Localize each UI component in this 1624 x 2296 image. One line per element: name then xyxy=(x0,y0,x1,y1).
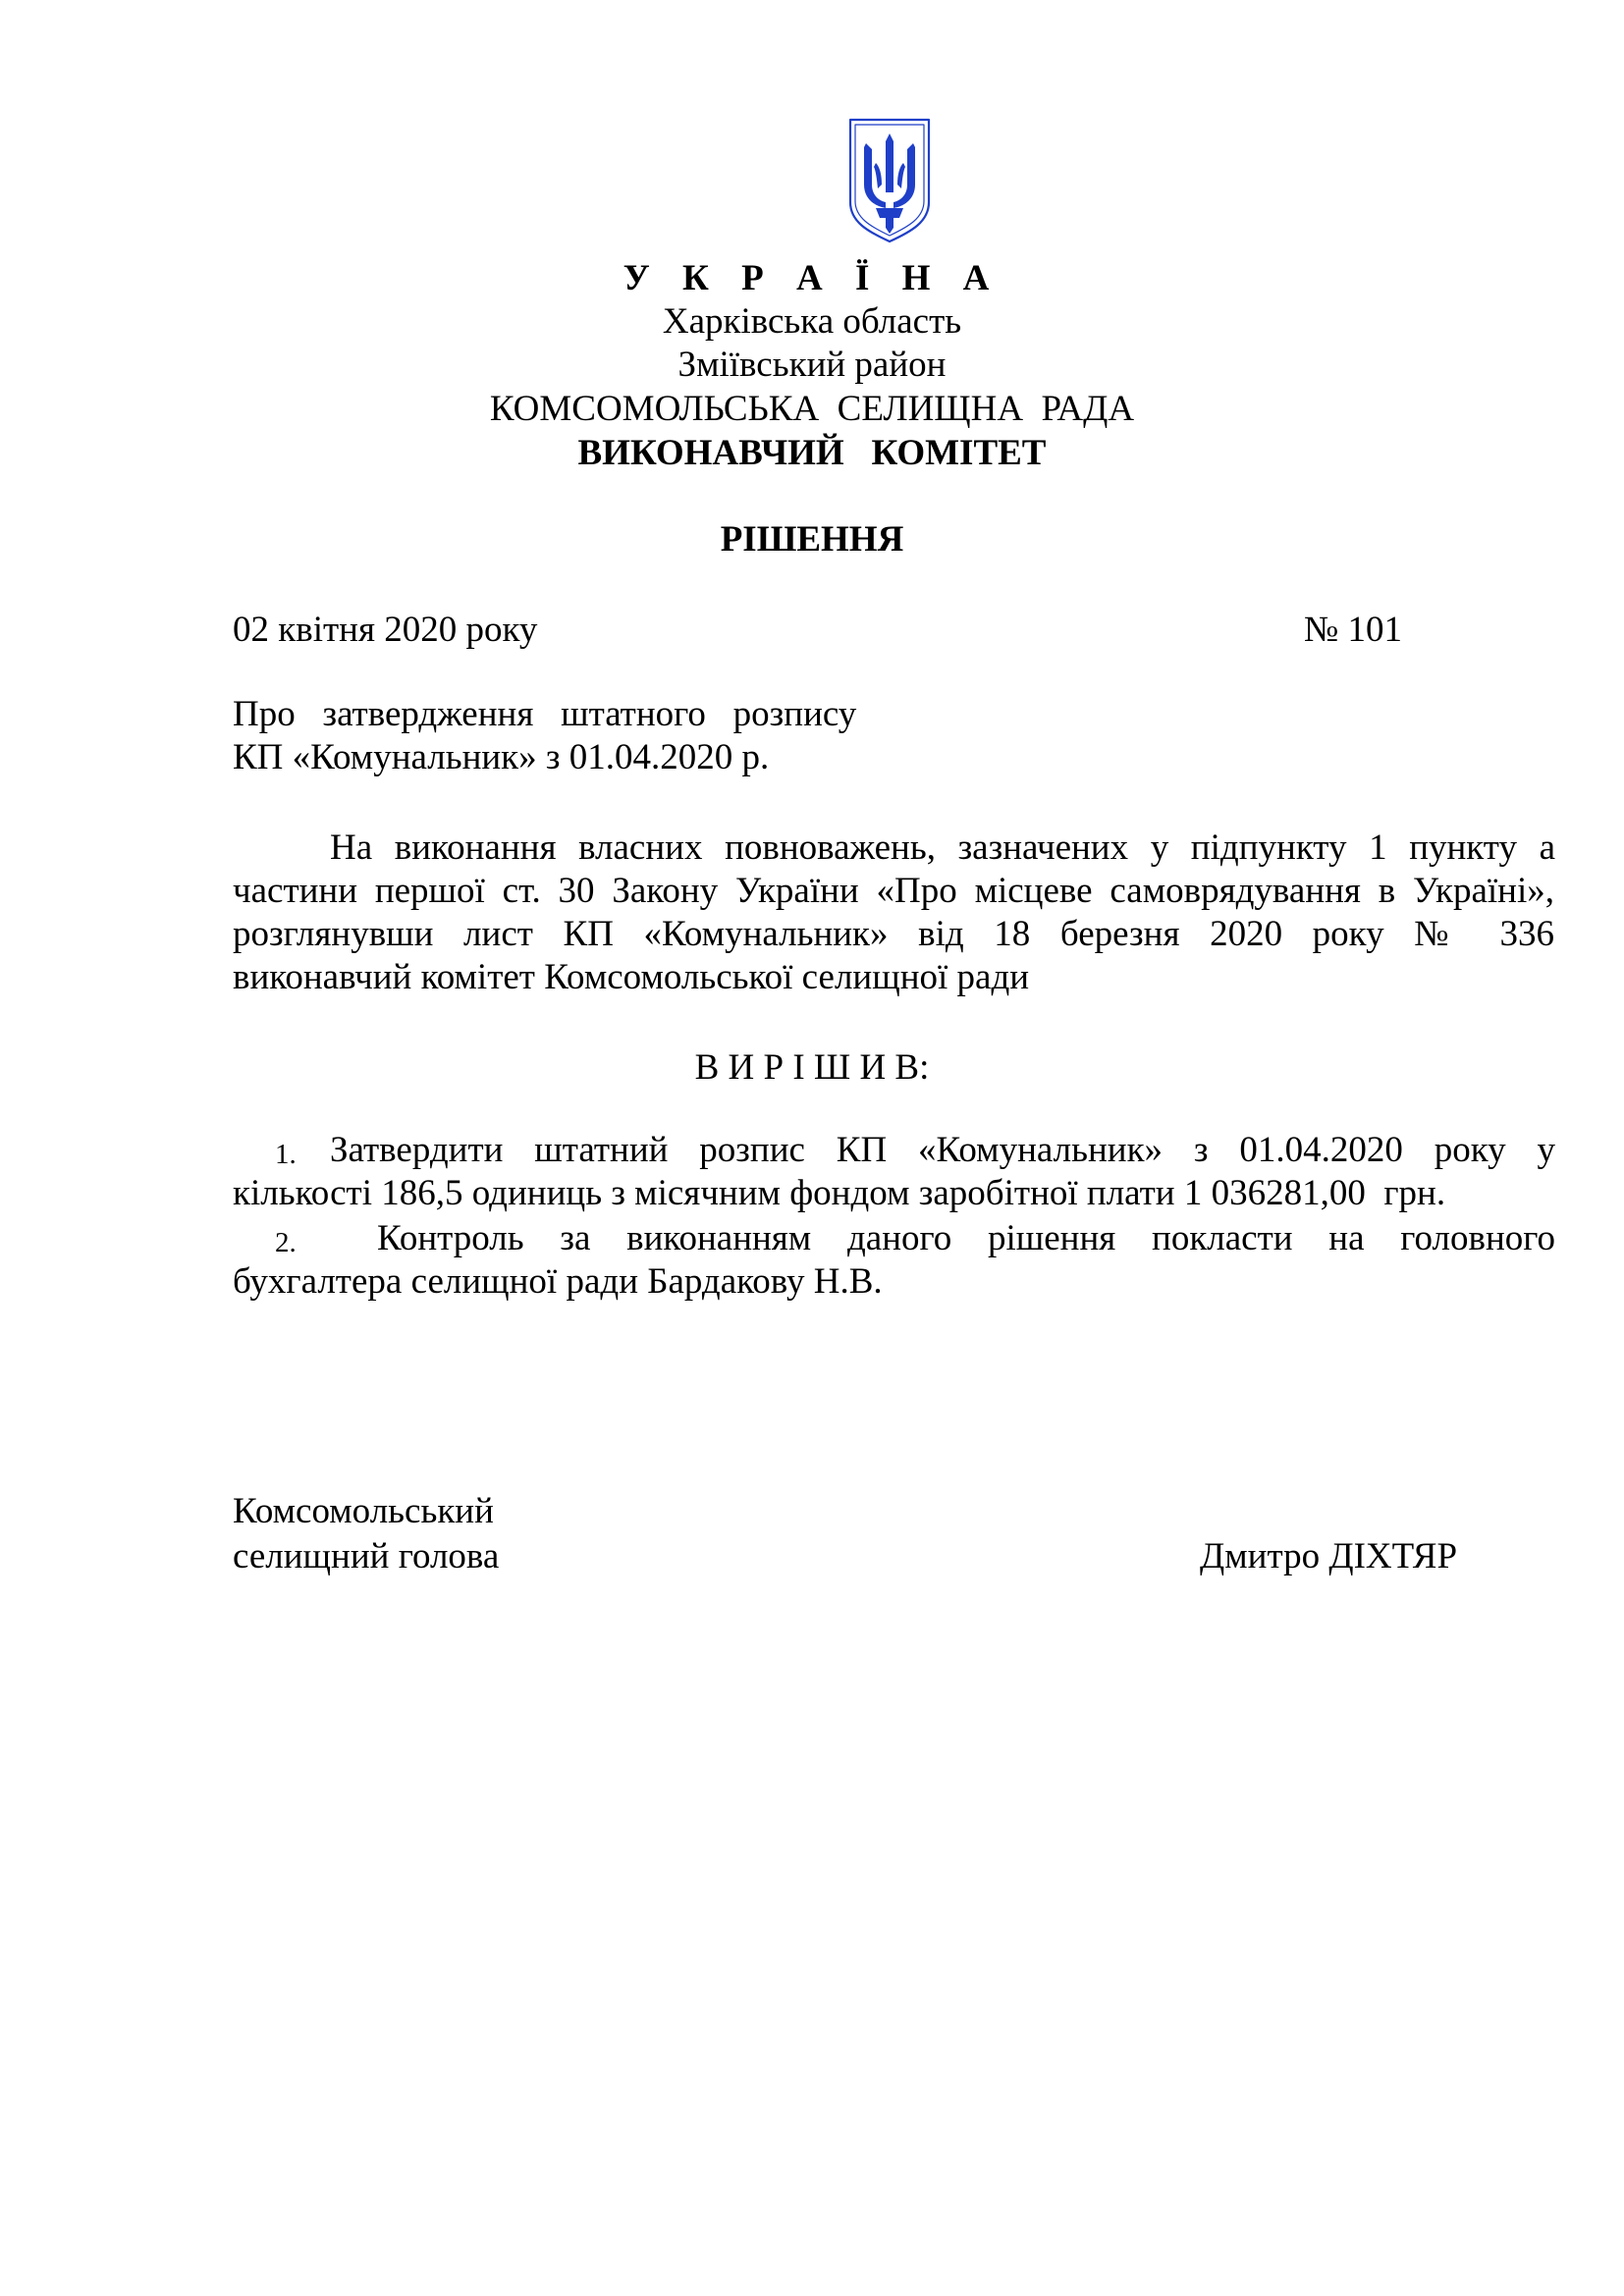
preamble-line: На виконання власних повноважень, зазначених у підпункту 1 пункту а xyxy=(330,828,1555,868)
trident-coat-of-arms-icon xyxy=(846,116,933,243)
signatory-position-line-1: Комсомольський xyxy=(233,1491,494,1531)
document-date: 02 квітня 2020 року xyxy=(233,610,538,650)
region-line: Харківська область xyxy=(662,301,962,342)
committee-line: ВИКОНАВЧИЙ КОМІТЕТ xyxy=(577,433,1047,473)
list-item-marker: 2. xyxy=(275,1227,297,1258)
preamble-line: розглянувши лист КП «Комунальник» від 18 березня 2020 року № 336 xyxy=(233,914,1554,954)
decision-heading: В И Р І Ш И В: xyxy=(694,1047,930,1088)
preamble-line: частини першої ст. 30 Закону України «Про місцеве самоврядування в Україні», xyxy=(233,871,1554,911)
document-type-heading: РІШЕННЯ xyxy=(720,519,904,560)
document-number: № 101 xyxy=(1304,610,1403,650)
signatory-position-line-2: селищний голова xyxy=(233,1536,500,1576)
subject-line-2: КП «Комунальник» з 01.04.2020 р. xyxy=(233,737,770,777)
list-item-marker: 1. xyxy=(275,1139,297,1170)
list-item-text: кількості 186,5 одиниць з місячним фондом заробітної плати 1 036281,00 грн. xyxy=(233,1173,1446,1213)
list-item-text: Контроль за виконанням даного рішення покласти на головного xyxy=(377,1218,1555,1258)
list-item-text: Затвердити штатний розпис КП «Комунальник» з 01.04.2020 року у xyxy=(330,1130,1555,1170)
subject-line-1: Про затвердження штатного розпису xyxy=(233,694,857,734)
preamble-line: виконавчий комітет Комсомольської селищної ради xyxy=(233,957,1030,997)
country-heading: У К Р А Ї Н А xyxy=(623,258,1001,298)
council-line: КОМСОМОЛЬСЬКА СЕЛИЩНА РАДА xyxy=(489,389,1135,429)
list-item-text: бухгалтера селищної ради Бардакову Н.В. xyxy=(233,1261,883,1302)
signatory-name: Дмитро ДІХТЯР xyxy=(1200,1536,1458,1576)
district-line: Зміївський район xyxy=(677,345,947,385)
